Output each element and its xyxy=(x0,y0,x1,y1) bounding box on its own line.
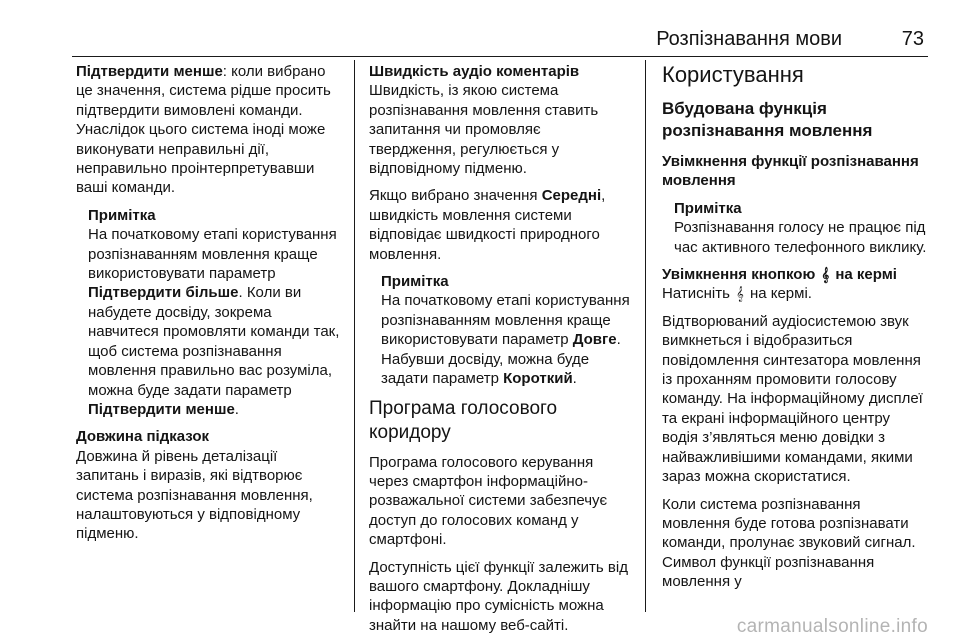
paragraph-availability: Доступність цієї функції залежить від вашого смартфону. Докладнішу інформацію про сумісність можна знайти на нашому веб-сайті. xyxy=(369,558,628,634)
paragraph-text: : коли вибрано це значення, система рідше просить підтвердити вимовлені команди. Унаслідок цього система іноді може виконувати неправильні дії, неправильно проінтерпретувавши ваші команди. xyxy=(76,63,331,197)
page-header xyxy=(72,0,928,57)
note-text: . xyxy=(234,400,239,418)
paragraph-audio-muted: Відтворюваний аудіосистемою звук вимкнеться і відобразиться повідомлення синтезатора мовлення із проханням промовити голосову команду. На інформаційному дисплеї та екрані інформаційного центру водія з’являться меню довідки з найважливішими командами, якими зараз можна скористатися. xyxy=(662,312,923,486)
section-heading-voice-passthrough: Програма голосового коридору xyxy=(369,397,558,443)
chapter-heading-usage: Користування xyxy=(662,62,804,87)
paragraph-system-ready: Коли система розпізнавання мовлення буде готова розпізнавати команди, пролунає звуковий сигнал. Символ функції розпізнавання мовлення у xyxy=(662,495,916,591)
section-heading-builtin-recognition: Вбудована функція розпізнавання мовлення xyxy=(662,99,873,140)
paragraph-text: Натисніть xyxy=(662,285,730,303)
note-text: . Набувши досвіду, можна буде задати параметр xyxy=(381,331,621,388)
note-term: Підтвердити більше xyxy=(88,284,239,302)
running-title: Розпізнавання мови xyxy=(656,28,842,50)
paragraph-confirm-less xyxy=(76,62,344,198)
note-text: На початковому етапі користування розпізнаванням мовлення краще використовувати параметр xyxy=(88,226,337,283)
page-number: 73 xyxy=(901,28,924,50)
note-body: Розпізнавання голосу не працює під час активного телефонного виклику. xyxy=(674,219,927,256)
note-block xyxy=(76,206,344,419)
subsection-title-button-activation xyxy=(662,265,928,284)
watermark: carmanualsonline.info xyxy=(736,616,928,637)
note-title: Примітка xyxy=(381,273,449,291)
note-term: Підтвердити менше xyxy=(88,400,235,418)
paragraph-press-button xyxy=(662,284,928,303)
paragraph-text: на кермі. xyxy=(749,285,812,303)
note-body xyxy=(381,291,631,388)
note-term: Короткий xyxy=(503,370,573,388)
paragraph-prompt-length: Довжина й рівень деталізації запитань і виразів, які відтворює система розпізнавання мовлення, налаштовуються у відповідному підменю. xyxy=(76,447,313,543)
voice-control-icon: 𝄞 xyxy=(736,286,744,302)
note-text: . xyxy=(572,370,577,388)
note-block xyxy=(369,272,631,388)
column-divider-2 xyxy=(645,60,646,612)
paragraph-audio-speed: Швидкість, із якою система розпізнавання мовлення ставить запитання чи промовляє твердження, регулюється у відповідному підменю. xyxy=(369,82,599,178)
column-1 xyxy=(76,62,344,552)
column-divider-1 xyxy=(354,60,355,612)
paragraph-text: Якщо вибрано значення xyxy=(369,187,542,205)
note-title: Примітка xyxy=(674,199,742,217)
voice-control-icon: 𝄞 xyxy=(821,267,830,283)
column-2 xyxy=(369,62,631,643)
paragraph-medium-speed xyxy=(369,186,631,264)
title-text: на кермі xyxy=(835,266,897,284)
subsection-title-prompt-length: Довжина підказок xyxy=(76,428,210,446)
note-block xyxy=(662,199,928,257)
term-medium: Середні xyxy=(541,187,602,205)
column-3 xyxy=(662,62,928,600)
note-text: . Коли ви набудете досвіду, зокрема навчитеся промовляти команди так, щоб система розпізнавання мовлення правильно вас розуміла, можна буде задати параметр xyxy=(88,284,340,399)
note-term: Довге xyxy=(572,331,617,349)
note-text: На початковому етапі користування розпізнаванням мовлення краще використовувати параметр xyxy=(381,292,630,349)
subsection-title-audio-speed: Швидкість аудіо коментарів xyxy=(369,63,580,80)
paragraph-text: , швидкість мовлення системи відповідає швидкості природного мовлення. xyxy=(369,187,606,263)
term-confirm-less: Підтвердити менше xyxy=(76,63,223,80)
note-body xyxy=(88,225,344,419)
subsection-heading-activation: Увімкнення функції розпізнавання мовлення xyxy=(662,153,919,190)
title-text: Увімкнення кнопкою xyxy=(662,266,816,284)
paragraph-voice-passthrough: Програма голосового керування через смартфон інформаційно-розважальної системи забезпечує доступ до голосових команд у смартфоні. xyxy=(369,453,608,549)
note-title: Примітка xyxy=(88,206,156,224)
